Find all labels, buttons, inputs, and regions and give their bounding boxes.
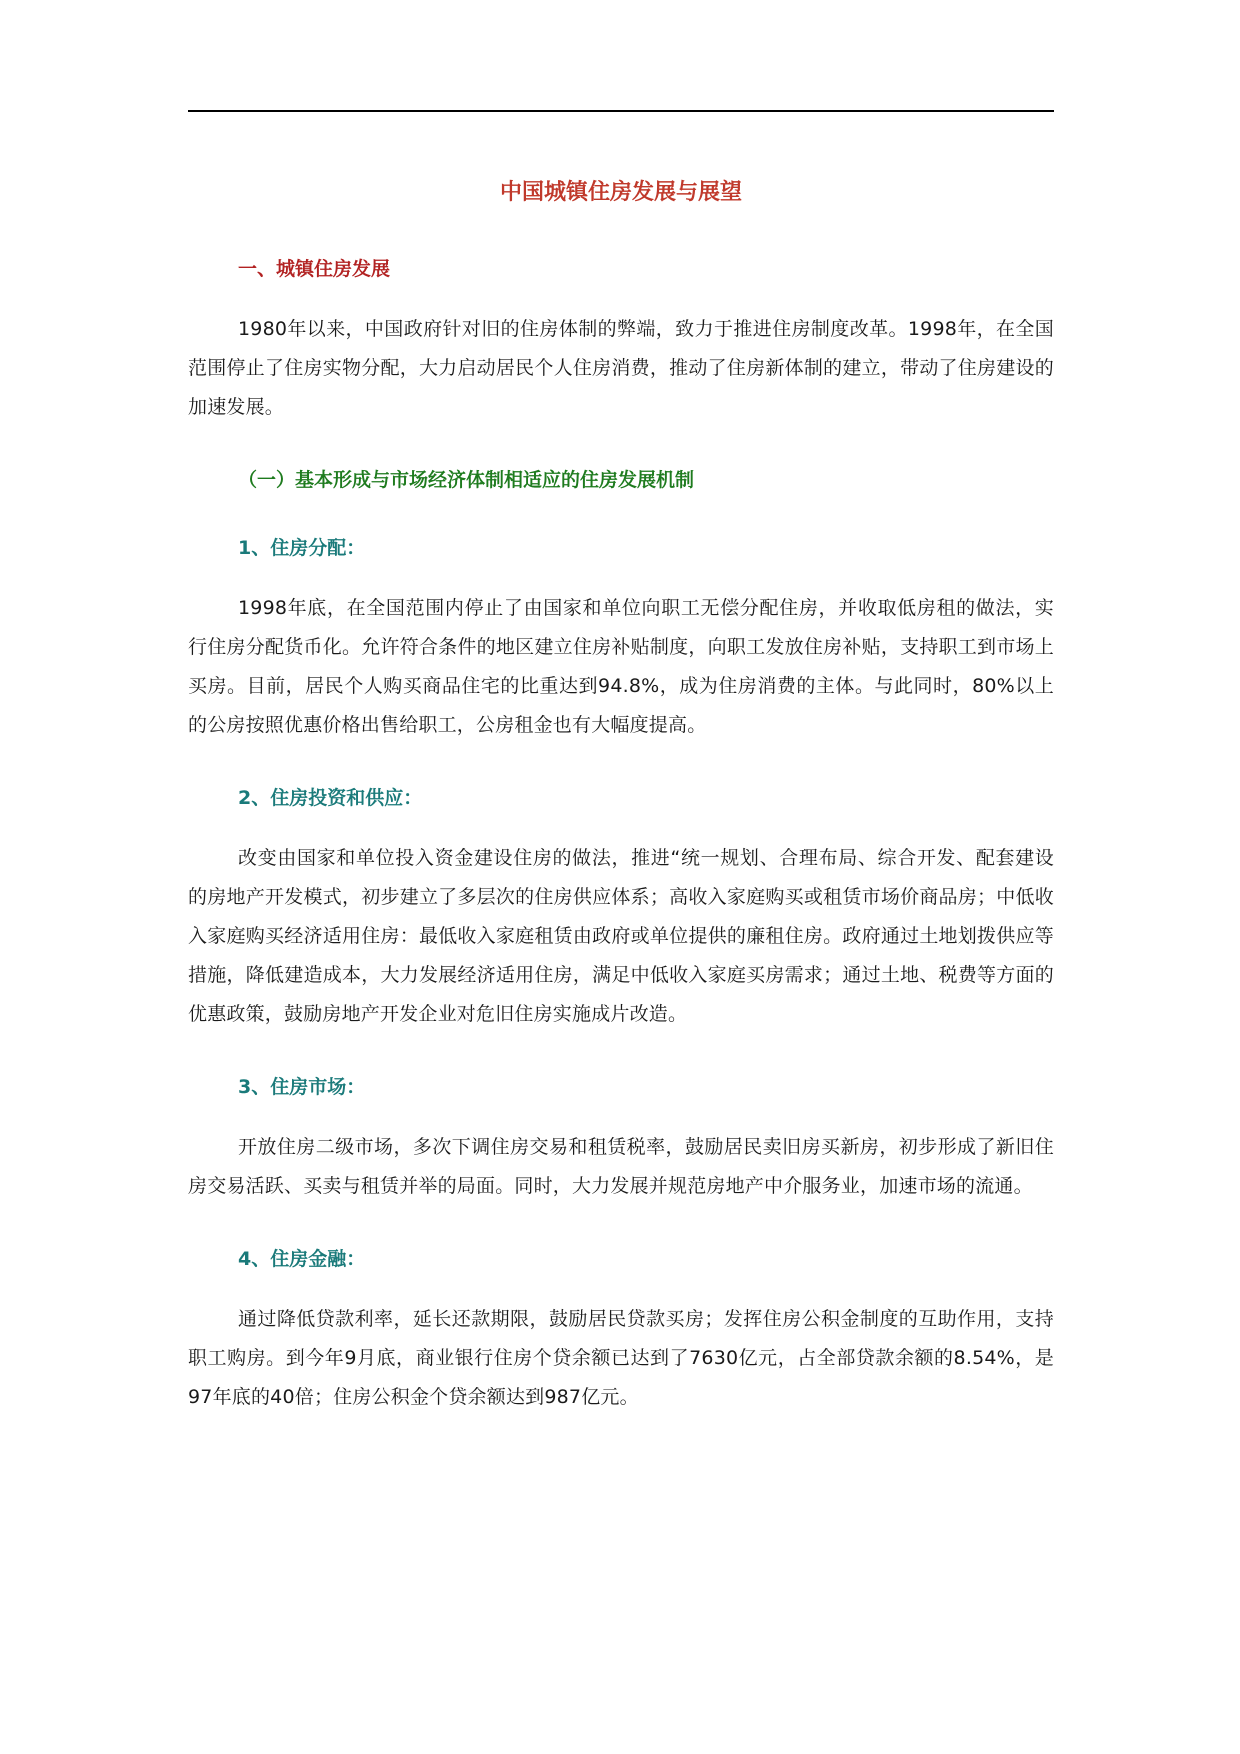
section-heading: 一、城镇住房发展: [238, 258, 391, 280]
section-intro-paragraph: 1980年以来，中国政府针对旧的住房体制的弊端，致力于推进住房制度改革。1998年，在全国范围停止了住房实物分配，大力启动居民个人住房消费，推动了住房新体制的建立，带动了住房建设的加速发展。: [188, 318, 1054, 418]
document-title: 中国城镇住房发展与展望: [499, 180, 742, 205]
subsection-heading: （一）基本形成与市场经济体制相适应的住房发展机制: [238, 469, 695, 491]
document-body: [188, 176, 1054, 1417]
item-paragraph-housing-finance: 通过降低贷款利率，延长还款期限，鼓励居民贷款买房；发挥住房公积金制度的互助作用，支持职工购房。到今年9月底，商业银行住房个贷余额已达到了7630亿元，占全部贷款余额的8.54%，是97年底的40倍；住房公积金个贷余额达到987亿元。: [188, 1308, 1054, 1408]
item-paragraph-investment-supply: 改变由国家和单位投入资金建设住房的做法，推进“统一规划、合理布局、综合开发、配套建设的房地产开发模式，初步建立了多层次的住房供应体系；高收入家庭购买或租赁市场价商品房；中低收入家庭购买经济适用住房：最低收入家庭租赁由政府或单位提供的廉租住房。政府通过土地划拨供应等措施，降低建造成本，大力发展经济适用住房，满足中低收入家庭买房需求；通过土地、税费等方面的优惠政策，鼓励房地产开发企业对危旧住房实施成片改造。: [188, 847, 1054, 1025]
item-heading-housing-market: 3、住房市场：: [238, 1076, 366, 1098]
item-heading-investment-supply: 2、住房投资和供应：: [238, 787, 423, 809]
header-rule: [188, 110, 1054, 112]
item-heading-housing-finance: 4、住房金融：: [238, 1248, 366, 1270]
item-heading-housing-distribution: 1、住房分配：: [238, 537, 366, 559]
item-paragraph-housing-distribution: 1998年底，在全国范围内停止了由国家和单位向职工无偿分配住房，并收取低房租的做法，实行住房分配货币化。允许符合条件的地区建立住房补贴制度，向职工发放住房补贴，支持职工到市场上买房。目前，居民个人购买商品住宅的比重达到94.8%，成为住房消费的主体。与此同时，80%以上的公房按照优惠价格出售给职工，公房租金也有大幅度提高。: [188, 597, 1054, 736]
item-paragraph-housing-market: 开放住房二级市场，多次下调住房交易和租赁税率，鼓励居民卖旧房买新房，初步形成了新旧住房交易活跃、买卖与租赁并举的局面。同时，大力发展并规范房地产中介服务业，加速市场的流通。: [188, 1136, 1054, 1197]
